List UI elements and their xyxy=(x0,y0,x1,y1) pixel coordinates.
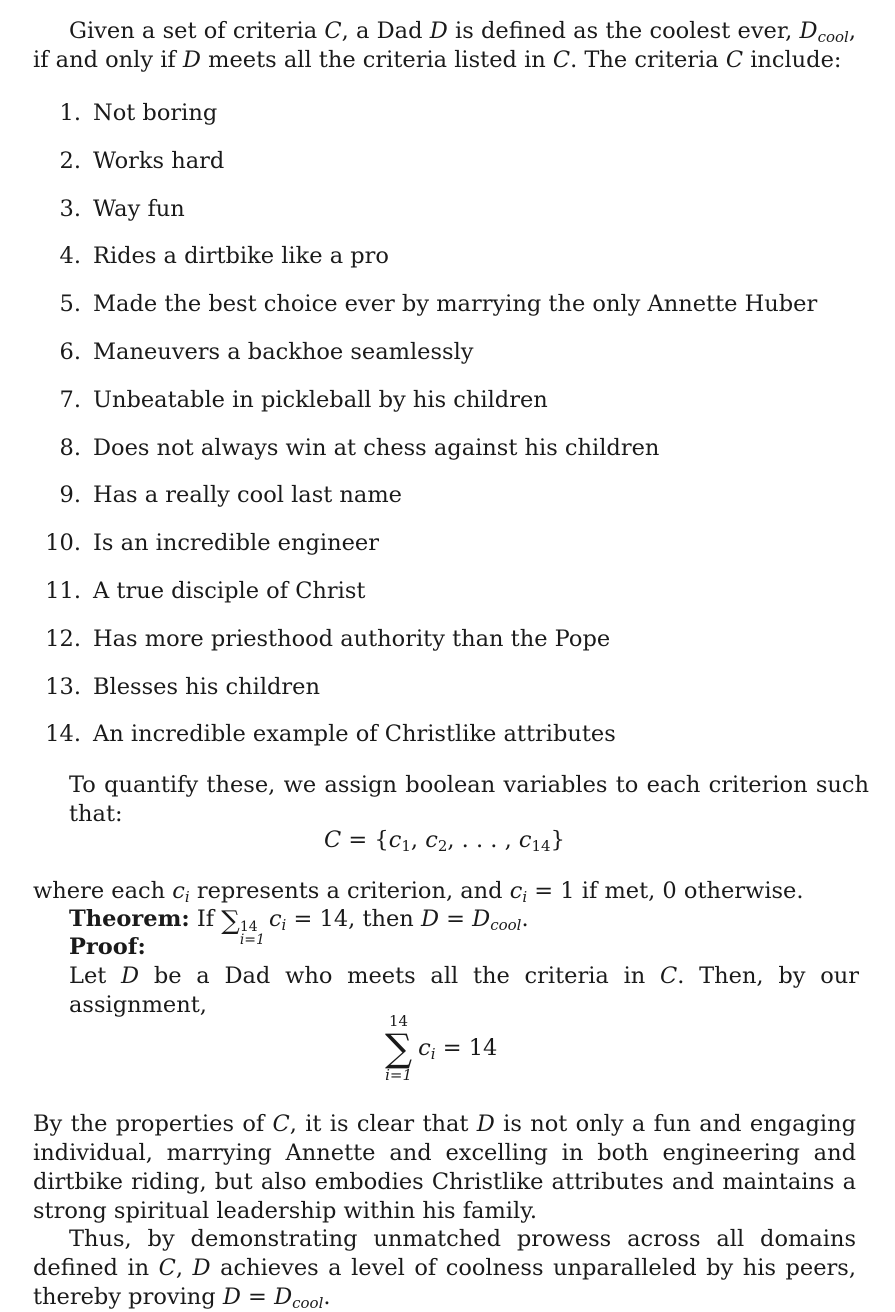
list-number: 9. xyxy=(59,482,81,509)
math-c: c xyxy=(425,827,438,853)
list-number: 6. xyxy=(59,338,81,365)
list-text: Blesses his children xyxy=(93,673,320,700)
conclusion-text: Thus, by demonstrating unmatched prowess across all domains defined in xyxy=(33,1226,856,1281)
list-number: 12. xyxy=(45,625,81,652)
math-subscript-cool: cool xyxy=(817,28,849,46)
math-brace: } xyxy=(550,827,565,853)
conclusion-text: , xyxy=(175,1255,193,1281)
list-text: Rides a dirtbike like a pro xyxy=(93,243,389,270)
math-D: D xyxy=(274,1284,293,1310)
math-c: c xyxy=(172,878,185,904)
list-number: 7. xyxy=(59,386,81,413)
math-C: C xyxy=(324,18,342,44)
sigma-icon: ∑ xyxy=(385,1026,413,1070)
where-text: = 1 if met, 0 otherwise. xyxy=(527,878,804,904)
intro-text: . The criteria xyxy=(570,47,726,73)
sum-lower-limit: i=1 xyxy=(239,932,265,948)
math-period: . xyxy=(323,1284,331,1310)
math-C: C xyxy=(158,1255,176,1281)
where-text: where each xyxy=(33,878,173,904)
math-equals: = xyxy=(240,1284,275,1310)
math-equals: = { xyxy=(341,827,389,853)
math-D: D xyxy=(472,906,491,932)
math-subscript-cool: cool xyxy=(292,1294,324,1312)
list-item xyxy=(33,329,856,377)
list-item xyxy=(33,568,856,616)
intro-text: , if and only if xyxy=(33,18,856,73)
conclusion-paragraph-1 xyxy=(33,1110,856,1226)
math-subscript: 2 xyxy=(437,837,448,855)
sum-upper-limit: 14 xyxy=(239,919,258,935)
conclusion-text: , it is clear that xyxy=(289,1111,477,1137)
list-item xyxy=(33,425,856,473)
theorem-text: If xyxy=(189,906,222,932)
list-text: An incredible example of Christlike attributes xyxy=(93,721,616,748)
list-number: 8. xyxy=(59,434,81,461)
intro-text: is defined as the coolest ever, xyxy=(447,18,800,44)
math-c: c xyxy=(509,878,523,904)
intro-text: include: xyxy=(743,47,842,73)
math-subscript-i: i xyxy=(184,888,190,906)
intro-text: , a Dad xyxy=(341,18,430,44)
sum-lower-limit: i=1 xyxy=(385,1066,413,1084)
list-text: Made the best choice ever by marrying the only Annette Huber xyxy=(93,291,818,318)
set-equation: $C = \{c_1$, $c_2$, . . . , $c_{14}$} xyxy=(324,827,565,855)
list-number: 13. xyxy=(45,673,81,700)
list-item xyxy=(33,377,856,425)
list-item xyxy=(33,90,856,138)
math-D: D xyxy=(420,906,439,932)
conclusion-text: achieves a level of coolness unparalleled by his peers, thereby proving xyxy=(33,1255,856,1310)
math-equals: = xyxy=(439,906,473,932)
math-D: D xyxy=(429,18,448,44)
list-text: Works hard xyxy=(93,147,225,174)
math-c: c xyxy=(268,906,282,932)
math-D: D xyxy=(182,47,201,73)
math-equals-14: = 14 xyxy=(435,1035,498,1061)
list-text: Is an incredible engineer xyxy=(93,530,379,557)
conclusion-text: By the properties of xyxy=(33,1111,273,1137)
intro-text: meets all the criteria listed in xyxy=(200,47,553,73)
math-C: C xyxy=(725,47,744,73)
sum-upper-limit: 14 xyxy=(389,1012,409,1030)
proof-text: be a Dad who meets all the criteria in xyxy=(139,963,661,989)
math-c: c xyxy=(388,827,402,853)
math-dots: , . . . , xyxy=(447,827,519,853)
list-number: 14. xyxy=(45,721,81,748)
list-text: Maneuvers a backhoe seamlessly xyxy=(93,338,474,365)
theorem-text: = 14, then xyxy=(286,906,421,932)
list-item xyxy=(33,281,856,329)
math-subscript-i: i xyxy=(281,916,287,934)
list-text: Not boring xyxy=(93,100,218,126)
list-text: Unbeatable in pickleball by his children xyxy=(93,386,548,413)
theorem-paragraph xyxy=(69,905,859,947)
proof-text: . Then, by our assignment, xyxy=(69,963,859,1018)
list-text: Has a really cool last name xyxy=(93,482,402,509)
intro-text: Given a set of criteria xyxy=(69,18,325,44)
list-number: 3. xyxy=(59,195,81,222)
math-subscript-i: i xyxy=(522,888,528,906)
quantify-paragraph xyxy=(69,771,869,829)
math-D: D xyxy=(192,1255,211,1281)
list-item xyxy=(33,472,856,520)
list-number: 2. xyxy=(59,147,81,174)
list-number: 1. xyxy=(59,100,81,126)
list-item xyxy=(33,664,856,712)
sum-operator xyxy=(385,1013,412,1083)
list-number: 4. xyxy=(59,243,81,270)
list-number: 5. xyxy=(59,291,81,318)
where-text: represents a criterion, and xyxy=(189,878,510,904)
display-sum-equation xyxy=(385,1013,497,1083)
list-text: Does not always win at chess against his children xyxy=(93,434,660,461)
intro-paragraph xyxy=(33,17,856,75)
math-D: D xyxy=(121,963,140,989)
math-subscript-cool: cool xyxy=(490,916,522,934)
theorem-label: Theorem: xyxy=(69,906,190,932)
math-subscript: 1 xyxy=(401,837,411,855)
list-item xyxy=(33,233,856,281)
list-number: 10. xyxy=(45,530,81,557)
math-C: C xyxy=(660,963,678,989)
conclusion-paragraph-2 xyxy=(33,1225,856,1312)
list-item xyxy=(33,138,856,186)
proof-paragraph xyxy=(69,962,859,1020)
list-number: 11. xyxy=(45,577,81,604)
math-subscript: 14 xyxy=(531,837,551,855)
proof-label: Proof: xyxy=(69,934,146,960)
math-D: D xyxy=(476,1111,495,1137)
quantify-text: To quantify these, we assign boolean variables to each criterion such that: xyxy=(69,772,869,827)
math-subscript-i: i xyxy=(430,1045,436,1063)
proof-text: Let xyxy=(69,963,122,989)
criteria-list xyxy=(33,90,856,759)
list-text: Has more priesthood authority than the Pope xyxy=(93,625,611,652)
math-D: D xyxy=(222,1284,241,1310)
where-paragraph xyxy=(33,877,856,906)
math-C: C xyxy=(324,827,342,853)
list-item xyxy=(33,520,856,568)
list-text: A true disciple of Christ xyxy=(93,577,366,604)
list-item xyxy=(33,616,856,664)
sigma-icon: ∑ xyxy=(221,906,240,936)
sum-limits xyxy=(240,921,265,947)
list-text: Way fun xyxy=(93,195,185,222)
math-C: C xyxy=(552,47,571,73)
math-c: c xyxy=(518,827,532,853)
list-item xyxy=(33,711,856,759)
math-D: D xyxy=(799,18,818,44)
list-item xyxy=(33,186,856,234)
math-C: C xyxy=(272,1111,290,1137)
proof-label-line xyxy=(69,933,146,962)
conclusion-text: is not only a fun and engaging individual, marrying Annette and excelling in both engineering and dirtbike riding, but also embodies Christlike attributes and maintains a strong spiritual leadership within his family. xyxy=(33,1111,856,1224)
math-period: . xyxy=(521,906,529,932)
math-c: c xyxy=(418,1035,431,1061)
